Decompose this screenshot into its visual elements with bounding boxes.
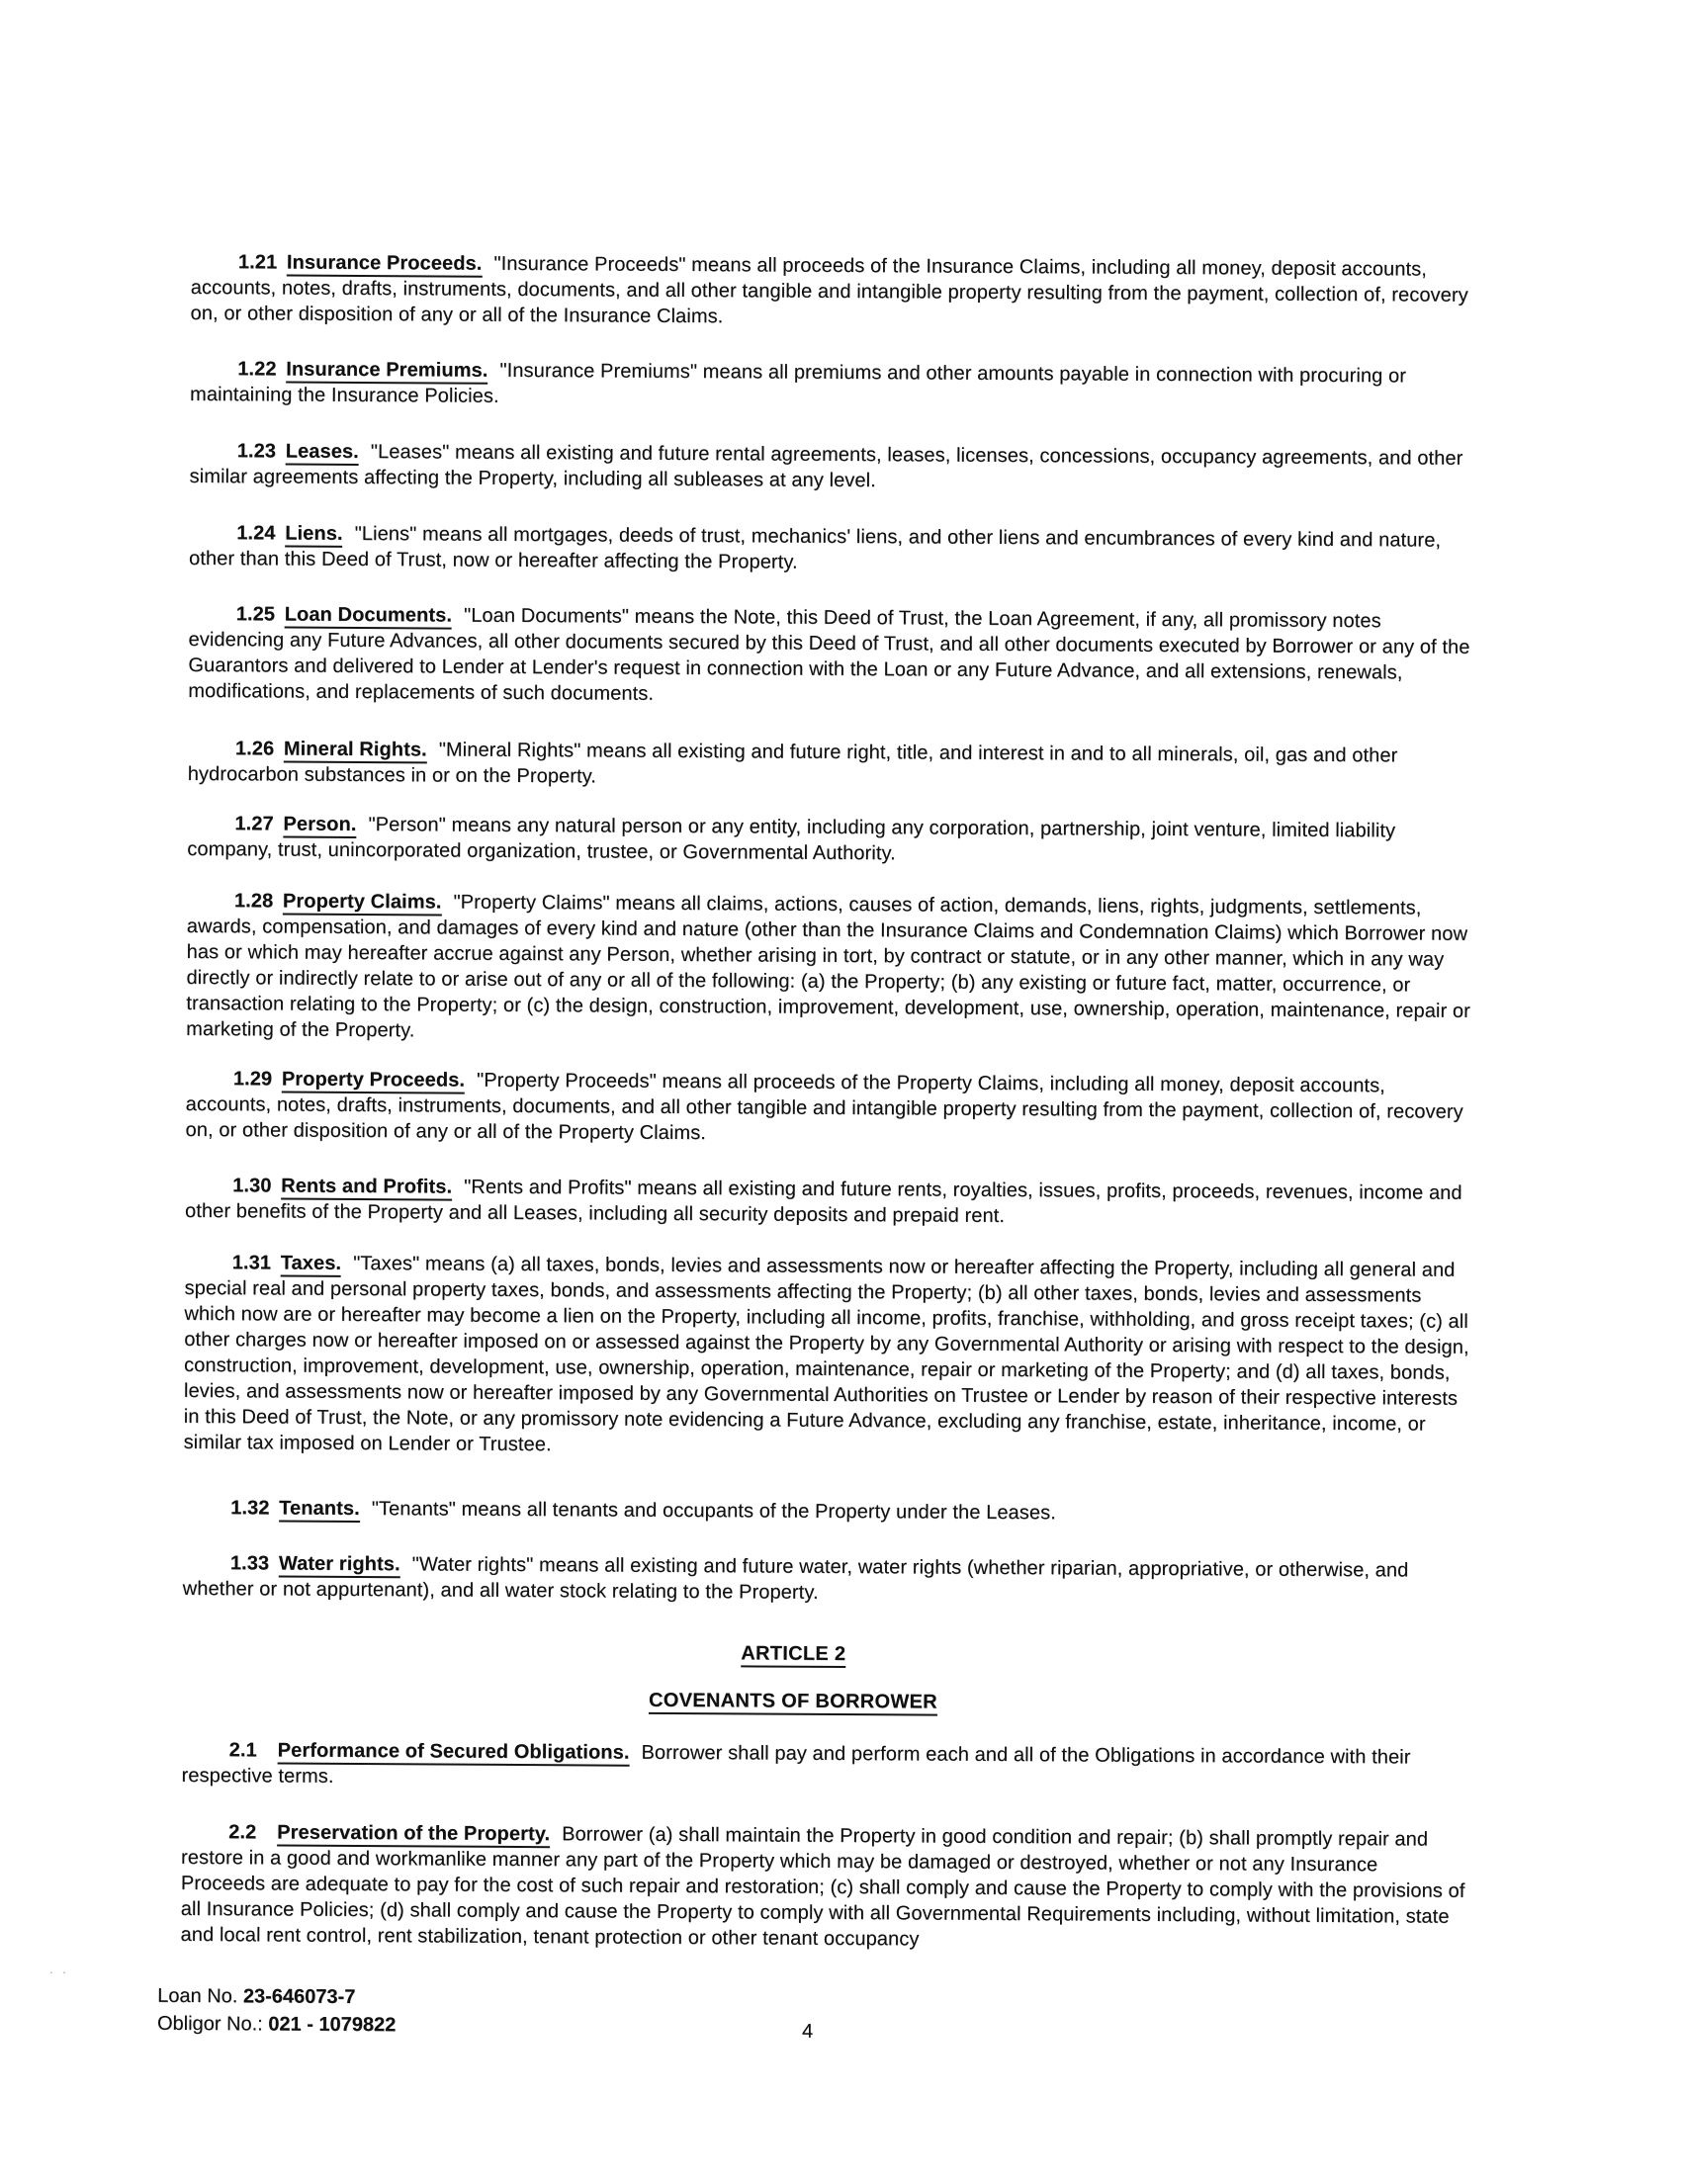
scan-artifact-mark: . . [49,1962,69,1976]
section-number: 2.2 [228,1821,257,1844]
section-heading: Rents and Profits. [281,1176,452,1201]
section-heading: Insurance Proceeds. [287,252,483,278]
section-text: "Loan Documents" means the Note, this Deed of Trust, the Loan Agreement, if any, all promissory notes evidencing any Future Advances, all other documents secured by this Deed of Trust, and all other documents executed by Borrower or any of the Guarantors and delivered to Lender at Lender's request in connection with the Loan or any Future Advance, and all extensions, renewals, modifications, and replacements of such documents. [188,604,1470,705]
section-1-33 [183,1550,1468,1610]
section-heading: Taxes. [281,1253,342,1277]
obligor-label: Obligor No.: [156,2012,263,2036]
page-number: 4 [801,2020,814,2043]
section-number: 1.27 [234,813,274,835]
section-1-27 [187,811,1472,870]
section-number: 1.31 [231,1252,272,1274]
section-text: "Property Proceeds" means all proceeds of the Property Claims, including all money, deposit accounts, accounts, notes, drafts, instruments, documents, and all other tangible and intangible property resulting from the payment, collection of, recovery on, or other disposition of any or all of the Property Claims. [185,1069,1463,1145]
section-number: 1.30 [232,1175,272,1197]
section-number: 1.28 [233,890,274,913]
loan-label: Loan No. [157,1984,238,2008]
section-number: 1.32 [230,1497,270,1520]
section-1-32 [183,1495,1468,1529]
section-1-26 [188,736,1473,795]
section-heading: Preservation of the Property. [277,1822,550,1849]
section-heading: Leases. [286,441,359,466]
section-1-25 [188,601,1474,712]
section-heading: Tenants. [279,1498,360,1523]
section-1-28 [186,888,1472,1050]
section-1-29 [185,1066,1470,1151]
footer-loan-number [157,1983,355,2010]
section-text: "Insurance Proceeds" means all proceeds of the Insurance Claims, including all money, deposit accounts, accounts, notes, drafts, instruments, documents, and all other tangible and intangible property resulting from the payment, collection of, recovery on, or other disposition of any or all of the Insurance Claims. [190,252,1468,328]
article-subheading [182,1685,1404,1718]
obligor-value: 021 - 1079822 [268,2013,397,2037]
section-1-24 [189,520,1474,579]
section-1-30 [185,1173,1470,1232]
article-subtitle: COVENANTS OF BORROWER [649,1690,937,1716]
section-heading: Mineral Rights. [284,739,427,764]
section-heading: Property Proceeds. [282,1069,465,1094]
section-text: Borrower shall pay and perform each and all of the Obligations in accordance with their respective terms. [181,1741,1411,1788]
section-text: "Taxes" means (a) all taxes, bonds, levies and assessments now or hereafter affecting the Property, including all general and special real and personal property taxes, bonds, and assessments affecting the Property; (b) all other taxes, bonds, levies and assessments which now are or hereafter may become a lien on the Property, including all income, profits, franchise, withholding, and gross receipt taxes; (c) all other charges now or hereafter imposed on or assessed against the Property by any Governmental Authority or arising with respect to the design, construction, improvement, development, use, ownership, operation, maintenance, repair or marketing of the Property; and (d) all taxes, bonds, levies, and assessments now or hereafter imposed by any Governmental Authorities on Trustee or Lender by reason of their respective interests in this Deed of Trust, the Note, or any promissory note evidencing a Future Advance, excluding any franchise, estate, inheritance, income, or similar tax imposed on Lender or Trustee. [183,1252,1469,1456]
section-text: "Person" means any natural person or any entity, including any corporation, partnership, joint venture, limited liability company, trust, unincorporated organization, trustee, or Governmental Authority. [187,814,1396,865]
section-number: 1.26 [234,738,275,760]
section-text: "Rents and Profits" means all existing and future rents, royalties, issues, profits, proceeds, revenues, income and other benefits of the Property and all Leases, including all security deposits and prepaid rent. [184,1176,1462,1228]
footer-obligor-number [157,2011,396,2038]
section-heading: Water rights. [279,1553,400,1579]
section-text: "Tenants" means all tenants and occupants of the Property under the Leases. [371,1498,1056,1525]
section-number: 2.1 [228,1739,257,1762]
section-text: "Property Claims" means all claims, actions, causes of action, demands, liens, rights, judgments, settlements, awards, compensation, and damages of every kind and nature (other than the Insurance Claims and Condemnation Claims) which Borrower now has or which may hereafter accrue against any Person, whether arising in tort, by contract or statute, or in any other manner, which in any way directly or indirectly relate to or arise out of any or all of the following: (a) the Property; (b) any existing or future fact, matter, occurrence, or transaction relating to the Property; or (c) the design, construction, improvement, development, use, ownership, operation, maintenance, repair or marketing of the Property. [186,891,1470,1042]
section-text: Borrower (a) shall maintain the Property in good condition and repair; (b) shall promptly repair and restore in a good and workmanlike manner any part of the Property which may be damaged or destroyed, whether or not any Insurance Proceeds are adequate to pay for the cost of such repair and restoration; (c) shall comply and cause the Property to comply with the provisions of all Insurance Policies; (d) shall comply and cause the Property to comply with all Governmental Requirements including, without limitation, state and local rent control, rent stabilization, tenant protection or other tenant occupancy [180,1823,1465,1951]
article-title: ARTICLE 2 [741,1642,845,1668]
section-heading: Performance of Secured Obligations. [278,1740,630,1767]
section-text: "Mineral Rights" means all existing and future right, title, and interest in and to all minerals, oil, gas and other hydrocarbon substances in or on the Property. [187,739,1398,788]
section-heading: Insurance Premiums. [286,359,487,385]
section-1-21 [191,249,1476,334]
section-number: 1.23 [236,440,277,463]
section-text: "Insurance Premiums" means all premiums and other amounts payable in connection with procuring or maintaining the Insurance Policies. [190,359,1407,407]
section-2-1 [181,1737,1466,1796]
loan-value: 23-646073-7 [242,1985,356,2009]
section-heading: Property Claims. [283,891,442,917]
section-number: 1.25 [235,603,276,626]
section-heading: Liens. [285,523,343,548]
section-1-22 [190,356,1475,415]
section-text: "Liens" means all mortgages, deeds of trust, mechanics' liens, and other liens and encumbrances of every kind and nature, other than this Deed of Trust, now or hereafter affecting the Property. [189,522,1442,573]
section-number: 1.24 [236,522,276,545]
section-1-31 [184,1250,1470,1463]
section-number: 1.21 [237,251,278,274]
article-heading [182,1637,1404,1671]
section-text: "Water rights" means all existing and future water, water rights (whether riparian, appropriative, or otherwise, and whether or not appurtenant), and all water stock relating to the Property. [182,1553,1409,1604]
section-heading: Person. [283,814,356,838]
section-1-23 [190,438,1475,497]
section-text: "Leases" means all existing and future rental agreements, leases, licenses, concessions, occupancy agreements, and other similar agreements affecting the Property, including all subleases at any level. [189,441,1463,492]
section-2-2 [180,1819,1466,1956]
section-number: 1.22 [237,358,277,381]
section-number: 1.29 [232,1068,273,1091]
section-heading: Loan Documents. [285,604,452,630]
section-number: 1.33 [229,1552,270,1575]
